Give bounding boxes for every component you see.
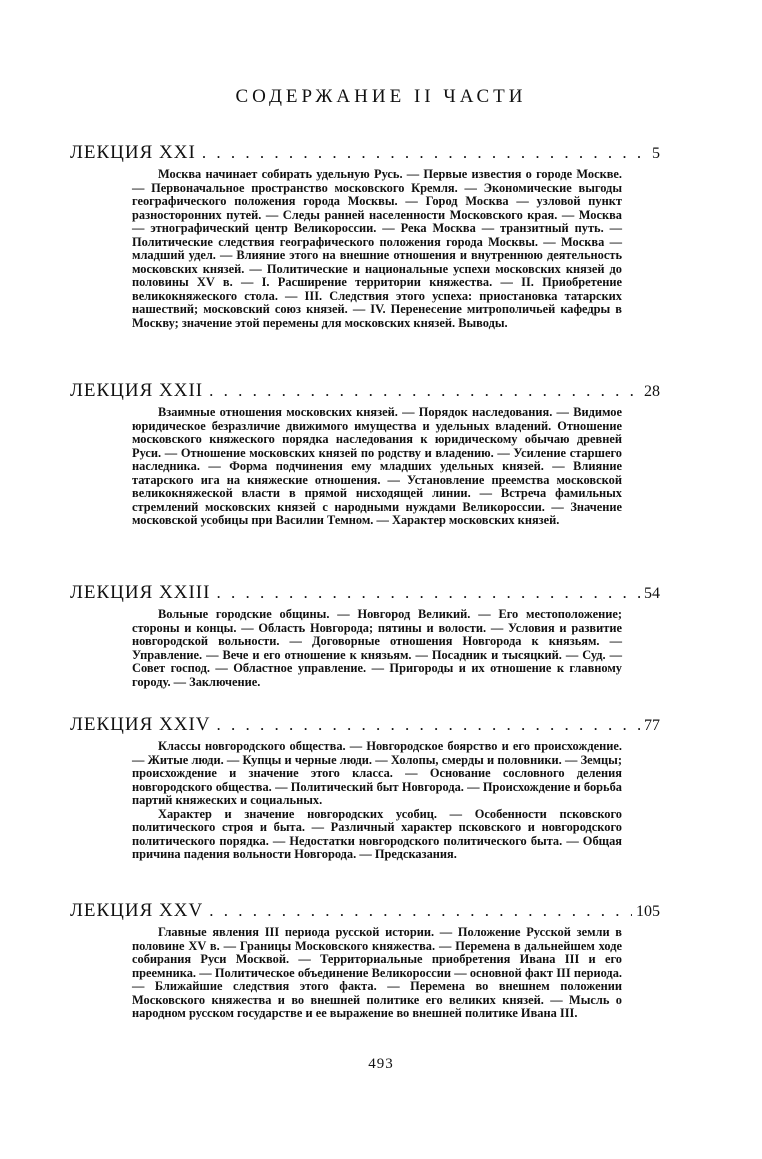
lecture-label: ЛЕКЦИЯ XXIII [70,582,211,603]
dot-leader [209,376,640,406]
page-number: 5 [652,145,660,162]
dot-leader [202,138,648,168]
folio-page-number: 493 [368,1056,394,1072]
toc-heading [70,138,660,168]
page-number: 28 [644,383,660,400]
dot-leader [217,710,640,740]
lecture-label: ЛЕКЦИЯ XXIV [70,714,211,735]
dot-leader [209,896,632,926]
toc-heading [70,578,660,608]
summary-paragraph: Классы новгородского общества. — Новгородское боярство и его происхождение. — Житые люди. — Купцы и черные люди. — Холопы, смерды и половники. — Земцы; происхождение и значение этого класса. — Основание сословного деления новгородского общества. — Политический быт Новгорода. — Происхождение и борьба партий княжеских и социальных. [132,739,622,807]
lecture-summary [132,740,622,862]
summary-paragraph: Вольные городские общины. — Новгород Великий. — Его местоположение; стороны и концы. — Область Новгорода; пятины и волости. — Условия и развитие новгородской вольности. — Договорные отношения Новгорода к князьям. — Управление. — Вече и его отношение к князьям. — Посадник и тысяцкий. — Суд. — Совет господ. — Областное управление. — Пригороды и их отношение к главному городу. — Заключение. [132,607,622,689]
summary-paragraph: Характер и значение новгородских усобиц. — Особенности псковского политического строя и быта. — Различный характер псковского и новгородского политического порядка. — Недостатки новгородского политического быта. — Общая причина падения вольности Новгорода. — Предсказания. [132,806,622,861]
dot-leader [216,578,640,608]
toc-entry-25 [70,896,660,1021]
lecture-summary [132,926,622,1021]
toc-heading [70,896,660,926]
page-number: 77 [644,717,660,734]
toc-entry-22 [70,376,660,528]
lecture-summary [132,168,622,330]
lecture-summary [132,608,622,689]
summary-paragraph: Главные явления III периода русской истории. — Положение Русской земли в половине XV в. — Границы Московского княжества. — Перемена в дальнейшем ходе собирания Руси Москвой. — Территориальные приобретения Ивана III и его преемника. — Политическое объединение Великороссии — основной факт III периода. — Ближайшие следствия этого факта. — Перемена во внешнем положении Московского княжества и во внешней политике его великих князей. — Мысль о народном русском государстве и ее выражение во внешней политике Ивана III. [132,925,622,1020]
summary-paragraph: Взаимные отношения московских князей. — Порядок наследования. — Видимое юридическое безразличие движимого имущества и удельных владений. Отношение московского княжеского порядка наследования к юридическому обычаю древней Руси. — Отношение московских князей по родству и владению. — Усиление старшего наследника. — Форма подчинения ему младших удельных князей. — Влияние татарского ига на княжеские отношения. — Установление преемства московской великокняжеской власти в прямой нисходящей линии. — Встреча фамильных стремлений московских князей с народными нуждами Великороссии. — Значение московской усобицы при Василии Темном. — Характер московских князей. [132,405,622,527]
page-number: 54 [644,585,660,602]
summary-paragraph: Москва начинает собирать удельную Русь. — Первые известия о городе Москве. — Первоначальное пространство московского Кремля. — Экономические выгоды географического положения города Москвы. — Город Москва — узловой пункт разносторонних путей. — Следы ранней населенности Московского края. — Москва — этнографический центр Великороссии. — Река Москва — транзитный путь. — Политические следствия географического положения города Москвы. — Москва — младший удел. — Влияние этого на внешние отношения и внутреннюю деятельность московских князей. — Политические и национальные успехи московских князей до половины XV в. — I. Расширение территории княжества. — II. Приобретение великокняжеского стола. — III. Следствия этого успеха: приостановка татарских нашествий; московский союз князей. — IV. Перенесение митрополичьей кафедры в Москву; значение этой перемены для московских князей. Выводы. [132,167,622,330]
toc-entry-24 [70,710,660,862]
page-title: СОДЕРЖАНИЕ II ЧАСТИ [235,86,527,107]
lecture-summary [132,406,622,528]
page-number: 105 [636,903,660,920]
toc-entry-21 [70,138,660,330]
lecture-label: ЛЕКЦИЯ XXV [70,900,204,921]
toc-heading [70,710,660,740]
lecture-label: ЛЕКЦИЯ XXII [70,380,204,401]
toc-heading [70,376,660,406]
toc-entry-23 [70,578,660,689]
lecture-label: ЛЕКЦИЯ XXI [70,142,196,163]
